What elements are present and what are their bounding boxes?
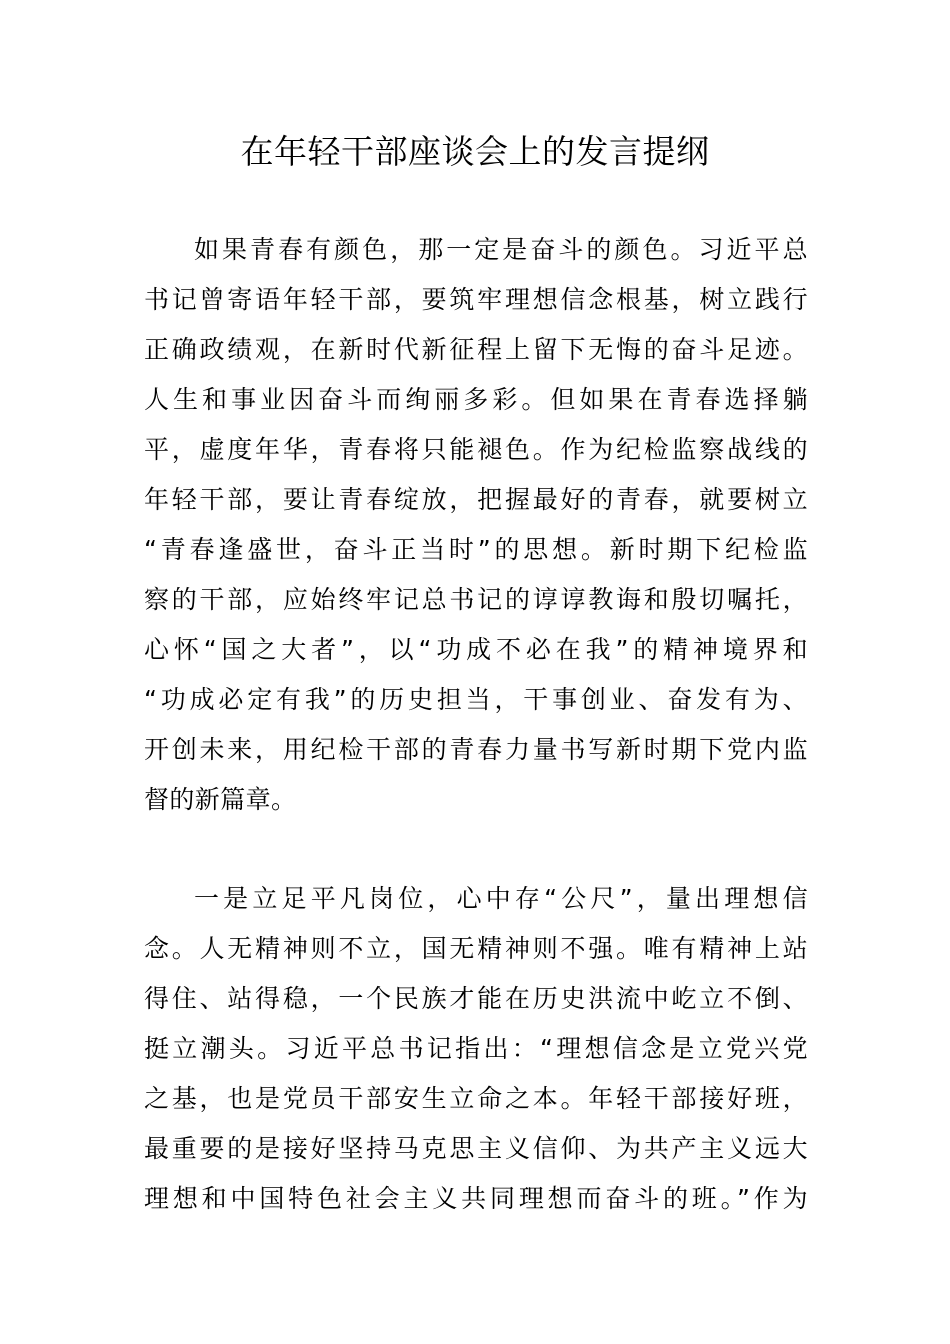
paragraph-line: 之基，也是党员干部安生立命之本。年轻干部接好班， <box>144 1084 808 1113</box>
paragraph-line: 开创未来，用纪检干部的青春力量书写新时期下党内监 <box>144 735 808 764</box>
paragraph-line: 人生和事业因奋斗而绚丽多彩。但如果在青春选择躺 <box>144 385 808 414</box>
paragraph-line: 正确政绩观，在新时代新征程上留下无悔的奋斗足迹。 <box>144 335 808 364</box>
paragraph-line: 念。人无精神则不立，国无精神则不强。唯有精神上站 <box>144 934 808 963</box>
paragraph-line: 一是立足平凡岗位，心中存“公尺”，量出理想信 <box>194 884 808 913</box>
paragraph-line: “功成必定有我”的历史担当，干事创业、奋发有为、 <box>144 685 808 714</box>
paragraph-line: 如果青春有颜色，那一定是奋斗的颜色。习近平总 <box>194 235 808 264</box>
paragraph-line: 挺立潮头。习近平总书记指出：“理想信念是立党兴党 <box>144 1034 808 1063</box>
paragraph-point-one <box>144 874 808 1224</box>
paragraph-line: 心怀“国之大者”，以“功成不必在我”的精神境界和 <box>144 635 808 664</box>
paragraph-line: “青春逢盛世，奋斗正当时”的思想。新时期下纪检监 <box>144 535 808 564</box>
document-title: 在年轻干部座谈会上的发言提纲 <box>240 132 710 171</box>
paragraph-intro <box>144 225 808 825</box>
paragraph-line: 最重要的是接好坚持马克思主义信仰、为共产主义远大 <box>144 1134 808 1163</box>
paragraph-line: 平，虚度年华，青春将只能褪色。作为纪检监察战线的 <box>144 435 808 464</box>
paragraph-line: 理想和中国特色社会主义共同理想而奋斗的班。”作为 <box>144 1184 808 1213</box>
paragraph-line: 书记曾寄语年轻干部，要筑牢理想信念根基，树立践行 <box>144 285 808 314</box>
paragraph-line: 督的新篇章。 <box>144 785 297 814</box>
paragraph-line: 得住、站得稳，一个民族才能在历史洪流中屹立不倒、 <box>144 984 808 1013</box>
paragraph-line: 察的干部，应始终牢记总书记的谆谆教诲和殷切嘱托， <box>144 585 808 614</box>
paragraph-line: 年轻干部，要让青春绽放，把握最好的青春，就要树立 <box>144 485 808 514</box>
